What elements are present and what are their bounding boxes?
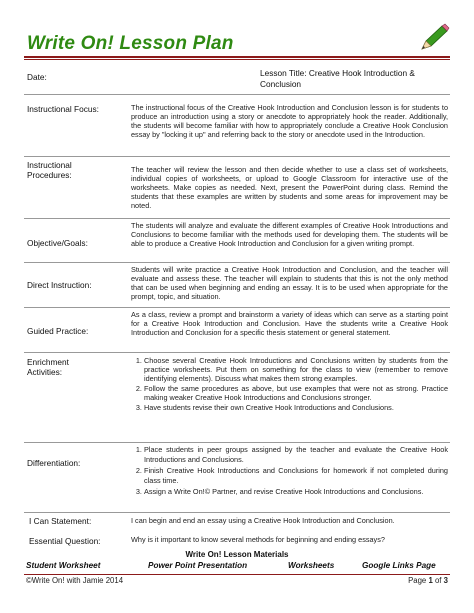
instructional-procedures-row — [24, 156, 450, 219]
power-point-link[interactable]: Power Point Presentation — [148, 561, 248, 570]
page-prefix: Page — [408, 576, 427, 585]
enrichment-activities-label: Enrichment Activities: — [27, 357, 69, 377]
essential-question-text: Why is it important to know several methods for beginning and ending essays? — [131, 535, 385, 544]
copyright-text: ©Write On! with Jamie 2014 — [26, 576, 124, 585]
differentiation-label: Differentiation: — [27, 458, 81, 468]
lesson-title: Lesson Title: Creative Hook Introduction & Conclusion — [260, 68, 415, 89]
materials-links — [24, 561, 450, 573]
google-links-page-link[interactable]: Google Links Page — [362, 561, 436, 570]
info-row — [24, 60, 450, 95]
i-can-statement-text: I can begin and end an essay using a Creative Hook Introduction and Conclusion. — [131, 516, 395, 525]
instructional-focus-row — [24, 94, 450, 157]
list-item: 2. Follow the same procedures as above, but use examples that were not as strong. Practice making weaker Creative Hook Introductions and Conclusions stronger. — [144, 385, 448, 403]
lesson-plan-title: Write On! Lesson Plan — [27, 33, 234, 54]
header-rule — [24, 56, 450, 58]
direct-instruction-row — [24, 262, 450, 308]
student-worksheet-link[interactable]: Student Worksheet — [26, 561, 101, 570]
guided-practice-row — [24, 307, 450, 353]
differentiation-row — [24, 442, 450, 513]
list-item: 2. Finish Creative Hook Introductions and Conclusions for homework if not completed during class time. — [144, 466, 448, 486]
enrichment-activities-list — [131, 357, 448, 413]
list-item: 3. Assign a Write On!© Partner, and revise Creative Hook Introductions and Conclusions. — [144, 487, 448, 497]
direct-instruction-label: Direct Instruction: — [27, 280, 92, 290]
enrichment-activities-row — [24, 352, 450, 443]
i-can-statement-label: I Can Statement: — [29, 516, 92, 526]
essential-question-row — [24, 530, 450, 548]
lesson-materials-title: Write On! Lesson Materials — [185, 550, 289, 559]
instructional-focus-label: Instructional Focus: — [27, 104, 99, 114]
date-label: Date: — [27, 72, 47, 82]
objective-goals-label: Objective/Goals: — [27, 238, 88, 248]
instructional-focus-text: The instructional focus of the Creative Hook Introduction and Conclusion lesson is for students to produce an introduction using a story or anecdote to appropriately hook the reader. Additionally, the students will become familiar with how to appropriately conclude a Creative Hook Conclusion essay by "locking it up" and referring back to the story or anecdote used in the Introduction. — [131, 103, 448, 139]
instructional-procedures-text: The teacher will review the lesson and then decide whether to use a class set of worksheets, individual copies of worksheets, or upload to Google Classroom for interactive use of the worksheets. Make copies as needed. Next, present the PowerPoint during class. Remind the students that these examples are written by students and some areas for improvement may be noted. — [131, 165, 448, 210]
essential-question-label: Essential Question: — [29, 536, 101, 546]
guided-practice-label: Guided Practice: — [27, 326, 89, 336]
page-total: 3 — [443, 576, 448, 585]
list-item: 3. Have students revise their own Creative Hook Introductions and Conclusions. — [144, 404, 448, 413]
page-of: of — [434, 576, 442, 585]
guided-practice-text: As a class, review a prompt and brainstorm a variety of ideas which can serve as a starting point for a Creative Hook Introduction and Conclusion. Have the students write a Creative Hook Introduction and Conclusion for a specific thesis statement or general statement. — [131, 310, 448, 337]
differentiation-list — [131, 445, 448, 498]
objective-goals-text: The students will analyze and evaluate the different examples of Creative Hook Introductions and Conclusions to become familiar with the methods used for developing them. The students will be able to produce a Creative Hook Introduction and Conclusion for a given writing prompt. — [131, 221, 448, 248]
footer-rule — [24, 574, 450, 575]
i-can-statement-row — [24, 512, 450, 530]
list-item: 1. Choose several Creative Hook Introductions and Conclusions written by students from the practice worksheets. Put them on something for the class to view (remember to remove identifying elements). Discuss what makes them strong examples. — [144, 357, 448, 384]
instructional-procedures-label: Instructional Procedures: — [27, 160, 72, 180]
objective-goals-row — [24, 218, 450, 263]
page-current: 1 — [428, 576, 433, 585]
worksheets-link[interactable]: Worksheets — [288, 561, 335, 570]
list-item: 1. Place students in peer groups assigned by the teacher and evaluate the Creative Hook Introductions and Conclusions. — [144, 445, 448, 465]
direct-instruction-text: Students will write practice a Creative Hook Introduction and Conclusion, and the teacher will evaluate and assess these. The teacher will explain to students that this is not the only method that can be used when beginning and ending an essay. It is to be used when appropriate for the prompt, topic, and situation. — [131, 265, 448, 301]
page-number — [408, 576, 448, 585]
pencil-icon — [418, 23, 450, 53]
